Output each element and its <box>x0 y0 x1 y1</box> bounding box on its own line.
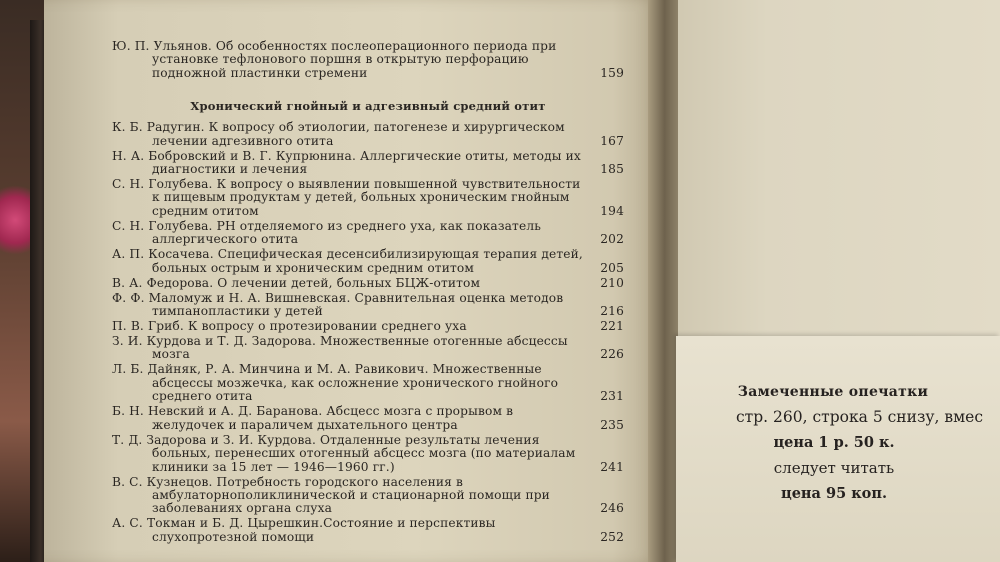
toc-page-number: 216 <box>600 304 624 319</box>
toc-page-number: 221 <box>600 319 624 334</box>
toc-entry <box>112 292 624 319</box>
errata-title: Замеченные опечатки <box>737 384 929 400</box>
toc-entry-text: В. А. Федорова. О лечении детей, больных БЦЖ-отитом <box>112 275 481 290</box>
errata-wrong-price: цена 1 р. 50 к. <box>773 434 895 451</box>
toc-page-number: 246 <box>600 501 624 516</box>
errata-content <box>676 384 1000 502</box>
toc-page-number: 235 <box>600 417 624 432</box>
toc-page-number: 159 <box>600 65 624 80</box>
toc-page-number: 252 <box>600 529 624 544</box>
toc-entry <box>112 121 624 148</box>
toc-entry <box>112 178 624 218</box>
toc-page-number: 202 <box>600 232 624 247</box>
toc-entry <box>112 150 624 177</box>
toc-entry-text: Н. А. Бобровский и В. Г. Купрюнина. Аллергические отиты, методы их диагностики и лечения <box>112 148 581 177</box>
toc-entry <box>112 40 624 80</box>
toc-entry-text: Ю. П. Ульянов. Об особенностях послеоперационного периода при установке тефлонового поршня в открытую перфорацию подножной пластинки стремени <box>112 39 557 80</box>
toc-page-number: 185 <box>600 162 624 177</box>
toc-entry-text: З. И. Курдова и Т. Д. Задорова. Множественные отогенные абсцессы мозга <box>112 334 568 362</box>
toc-entry <box>112 476 624 516</box>
section-heading: Хронический гнойный и адгезивный средний отит <box>190 99 546 114</box>
toc-entry <box>112 277 624 290</box>
toc-entry <box>112 220 624 247</box>
toc-page-number: 231 <box>600 389 624 404</box>
toc-page-number: 167 <box>600 133 624 148</box>
table-of-contents <box>112 40 624 546</box>
errata-read-as: следует читать <box>773 459 895 477</box>
toc-page-number: 241 <box>600 459 624 474</box>
toc-entry-text: В. С. Кузнецов. Потребность городского населения в амбулаторнополиклинической и стационарной помощи при заболеваниях органа слуха <box>112 474 550 516</box>
toc-entry <box>112 517 624 544</box>
book-gutter <box>648 0 678 562</box>
toc-entry <box>112 248 624 275</box>
toc-entry <box>112 434 624 474</box>
toc-entry <box>112 405 624 432</box>
toc-page-number: 226 <box>600 347 624 362</box>
toc-entry-text: А. С. Токман и Б. Д. Цырешкин.Состояние и перспективы слухопротезной помощи <box>112 516 496 544</box>
toc-entry <box>112 363 624 403</box>
toc-entry-text: Б. Н. Невский и А. Д. Баранова. Абсцесс мозга с прорывом в желудочек и параличем дыхательного центра <box>112 404 514 432</box>
errata-location: стр. 260, строка 5 снизу, вмес <box>736 408 984 426</box>
toc-page-number: 194 <box>600 203 624 218</box>
toc-entry-text: П. В. Гриб. К вопросу о протезировании среднего уха <box>112 319 467 334</box>
toc-page-number: 210 <box>600 275 624 290</box>
toc-entry <box>112 335 624 362</box>
errata-correct-price: цена 95 коп. <box>780 485 888 502</box>
toc-page-number: 205 <box>600 260 624 275</box>
toc-entry-text: С. Н. Голубева. К вопросу о выявлении повышенной чувствительности к пищевым продуктам у детей, больных хроническим гнойным средним отитом <box>112 177 581 218</box>
toc-entry-text: Т. Д. Задорова и З. И. Курдова. Отдаленные результаты лечения больных, перенесших отогенный абсцесс мозга (по материалам клиники за 15 лет — 1946—1960 гг.) <box>112 432 576 474</box>
toc-entry <box>112 320 624 333</box>
toc-entry-text: А. П. Косачева. Специфическая десенсибилизирующая терапия детей, больных острым и хроническим средним отитом <box>112 247 583 275</box>
toc-entry-text: С. Н. Голубева. РН отделяемого из среднего уха, как показатель аллергического отита <box>112 218 541 247</box>
toc-entry-text: К. Б. Радугин. К вопросу об этиологии, патогенезе и хирургическом лечении адгезивного отита <box>112 120 565 148</box>
toc-entry-text: Ф. Ф. Маломуж и Н. А. Вишневская. Сравнительная оценка методов тимпанопластики у детей <box>112 290 564 319</box>
toc-entry-text: Л. Б. Дайняк, Р. А. Минчина и М. А. Равикович. Множественные абсцессы мозжечка, как осложнение хронического гнойного среднего отита <box>112 362 559 404</box>
